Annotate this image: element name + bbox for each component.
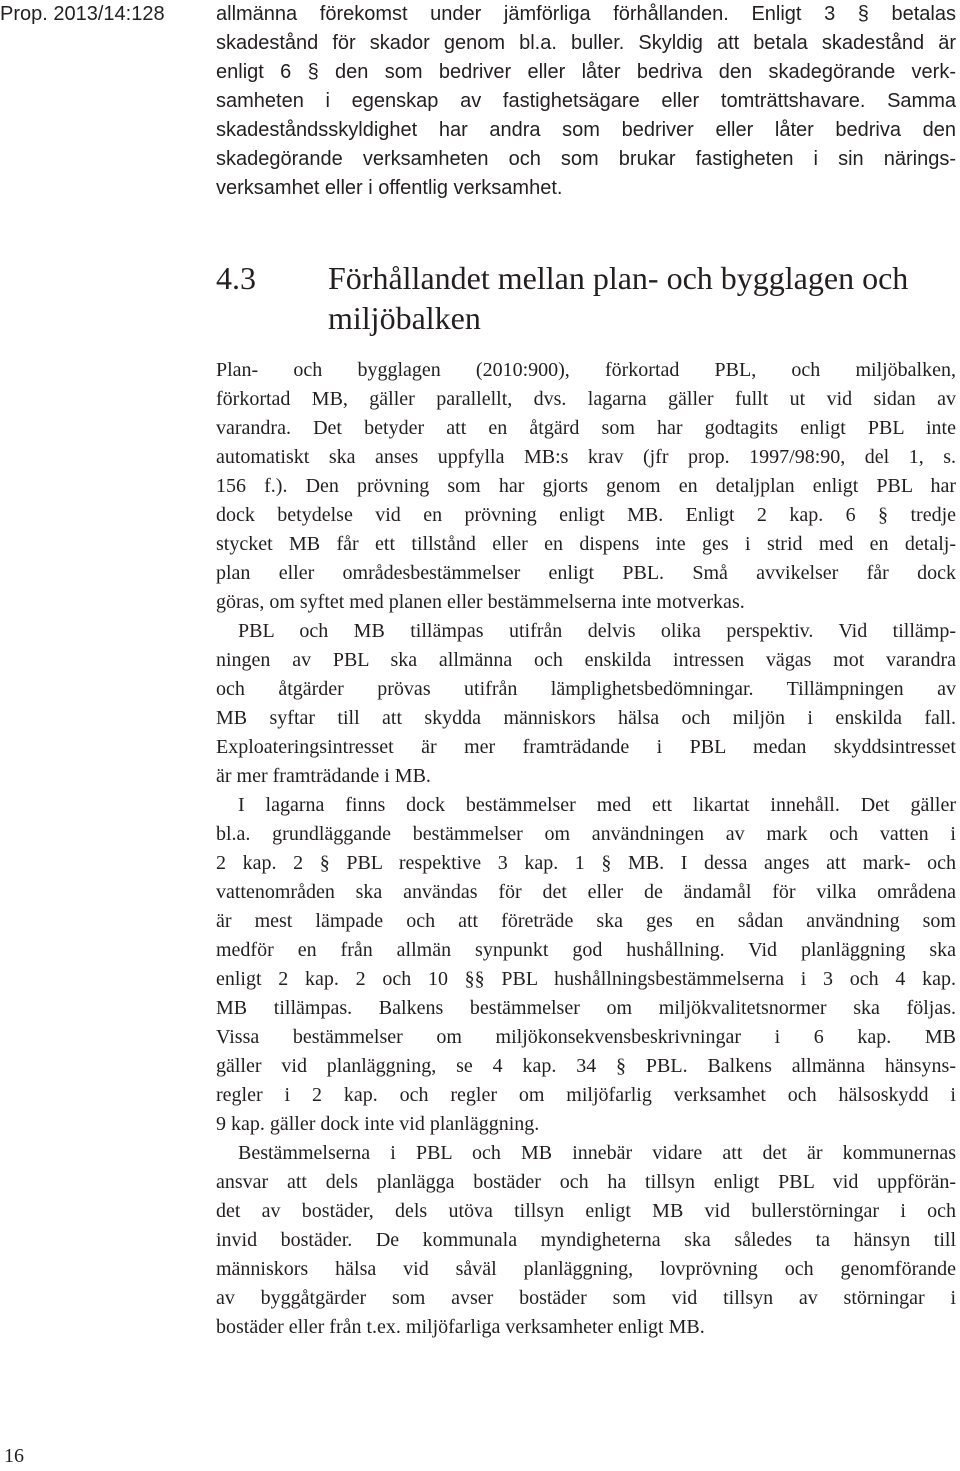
text-line: gäller vid planläggning, se 4 kap. 34 § PBL. Balkens allmänna hänsyns- xyxy=(216,1055,956,1077)
page-number: 16 xyxy=(4,1445,24,1467)
text-line: skadestånd för skador genom bl.a. buller. Skyldig att betala skadestånd är xyxy=(216,32,956,54)
text-line: ningen av PBL ska allmänna och enskilda intressen vägas mot varandra xyxy=(216,649,956,671)
text-line: 156 f.). Den prövning som har gjorts genom en detaljplan enligt PBL har xyxy=(216,475,956,497)
text-line: enligt 6 § den som bedriver eller låter bedriva den skadegörande verk- xyxy=(216,61,956,83)
section-title-line: Förhållandet mellan plan- och bygglagen och xyxy=(328,260,909,296)
text-line: bostäder eller från t.ex. miljöfarliga verksamheter enligt MB. xyxy=(216,1316,705,1338)
text-line: MB syftar till att skydda människors hälsa och miljön i enskilda fall. xyxy=(216,707,956,729)
text-line: invid bostäder. De kommunala myndigheterna ska således ta hänsyn till xyxy=(216,1229,956,1251)
text-line: MB tillämpas. Balkens bestämmelser om miljökvalitetsnormer ska följas. xyxy=(216,997,956,1019)
section-body xyxy=(216,356,956,1342)
text-line: enligt 2 kap. 2 och 10 §§ PBL hushållningsbestämmelserna i 3 och 4 kap. xyxy=(216,968,956,990)
text-line: det av bostäder, dels utöva tillsyn enligt MB vid bullerstörningar i och xyxy=(216,1200,956,1222)
text-line: skadegörande verksamheten och som brukar fastigheten i sin närings- xyxy=(216,148,956,170)
text-line: Exploateringsintresset är mer framträdande i PBL medan skyddsintresset xyxy=(216,736,956,758)
text-line: Vissa bestämmelser om miljökonsekvensbeskrivningar i 6 kap. MB xyxy=(216,1026,956,1048)
text-line: automatiskt ska anses uppfylla MB:s krav (jfr prop. 1997/98:90, del 1, s. xyxy=(216,446,956,468)
text-line: verksamhet eller i offentlig verksamhet. xyxy=(216,177,563,199)
section-heading xyxy=(216,258,956,338)
text-line: plan eller områdesbestämmelser enligt PBL. Små avvikelser får dock xyxy=(216,562,956,584)
text-line: dock betydelse vid en prövning enligt MB. Enligt 2 kap. 6 § tredje xyxy=(216,504,956,526)
text-line: 2 kap. 2 § PBL respektive 3 kap. 1 § MB. I dessa anges att mark- och xyxy=(216,852,956,874)
paragraph xyxy=(216,356,956,617)
text-line: är mer framträdande i MB. xyxy=(216,765,431,787)
text-line: och åtgärder prövas utifrån lämplighetsbedömningar. Tillämpningen av xyxy=(216,678,956,700)
paragraph xyxy=(216,1139,956,1342)
text-line: skadeståndsskyldighet har andra som bedriver eller låter bedriva den xyxy=(216,119,956,141)
text-line: 9 kap. gäller dock inte vid planläggning. xyxy=(216,1113,540,1135)
text-line: bl.a. grundläggande bestämmelser om användningen av mark och vatten i xyxy=(216,823,956,845)
continued-paragraph xyxy=(216,0,956,203)
text-line: varandra. Det betyder att en åtgärd som har godtagits enligt PBL inte xyxy=(216,417,956,439)
text-line: ansvar att dels planlägga bostäder och ha tillsyn enligt PBL vid uppförän- xyxy=(216,1171,956,1193)
text-line: regler i 2 kap. och regler om miljöfarlig verksamhet och hälsoskydd i xyxy=(216,1084,956,1106)
text-line: Bestämmelserna i PBL och MB innebär vidare att det är kommunernas xyxy=(238,1142,956,1164)
margin-reference: Prop. 2013/14:128 xyxy=(0,3,165,25)
text-line: allmänna förekomst under jämförliga förhållanden. Enligt 3 § betalas xyxy=(216,3,956,25)
text-line: stycket MB får ett tillstånd eller en dispens inte ges i strid med en detalj- xyxy=(216,533,956,555)
paragraph xyxy=(216,791,956,1139)
text-line: förkortad MB, gäller parallellt, dvs. lagarna gäller fullt ut vid sidan av xyxy=(216,388,956,410)
text-line: är mest lämpade och att företräde ska ges en sådan användning som xyxy=(216,910,956,932)
text-line: Plan- och bygglagen (2010:900), förkortad PBL, och miljöbalken, xyxy=(216,359,956,381)
text-line: av byggåtgärder som avser bostäder som vid tillsyn av störningar i xyxy=(216,1287,956,1309)
paragraph xyxy=(216,617,956,791)
section-title-line: miljöbalken xyxy=(328,300,481,336)
text-line: medför en från allmän synpunkt god hushållning. Vid planläggning ska xyxy=(216,939,956,961)
text-line: PBL och MB tillämpas utifrån delvis olika perspektiv. Vid tillämp- xyxy=(238,620,956,642)
text-line: samheten i egenskap av fastighetsägare eller tomträttshavare. Samma xyxy=(216,90,956,112)
text-line: I lagarna finns dock bestämmelser med ett likartat innehåll. Det gäller xyxy=(238,794,956,816)
text-line: göras, om syftet med planen eller bestämmelserna inte motverkas. xyxy=(216,591,745,613)
section-number: 4.3 xyxy=(216,260,256,296)
text-line: vattenområden ska användas för det eller de ändamål för vilka områdena xyxy=(216,881,956,903)
text-line: människors hälsa vid såväl planläggning, lovprövning och genomförande xyxy=(216,1258,956,1280)
